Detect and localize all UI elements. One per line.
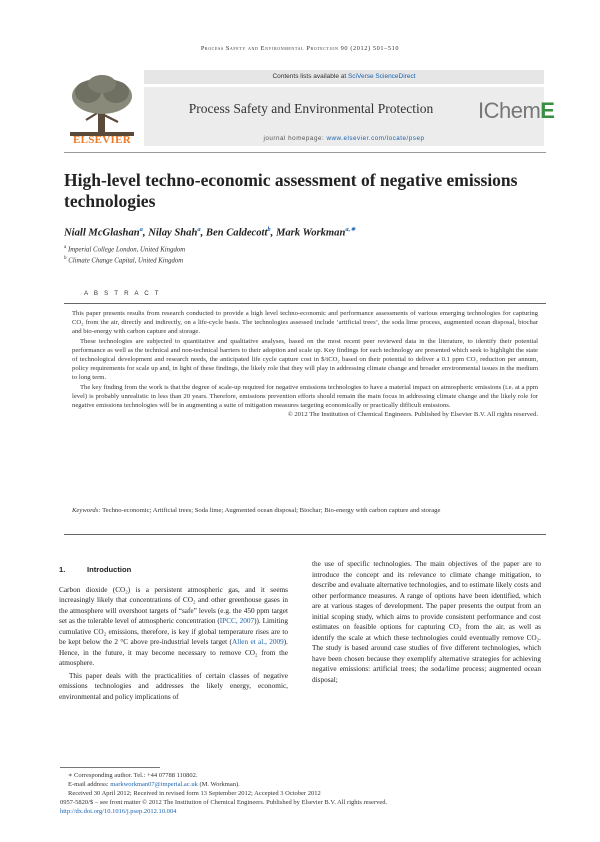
- author-affiliation-mark[interactable]: a: [139, 226, 143, 233]
- section-title: Introduction: [87, 565, 132, 574]
- body-text: )). Limiting cumulative CO₂ emissions, therefore, is key if global temperature rises are to be kept below the 2 °C above pre-industrial levels target (: [59, 617, 288, 646]
- body-column-left: [59, 565, 288, 704]
- elsevier-wordmark: ELSEVIER: [72, 134, 132, 146]
- author-separator: ,: [142, 227, 149, 239]
- contents-prefix: Contents lists available at: [272, 73, 348, 80]
- author-list: [64, 225, 356, 239]
- received-dates: Received 30 April 2012; Received in revised form 13 September 2012; Accepted 3 October 2012: [68, 790, 321, 797]
- section-number: 1.: [59, 565, 66, 574]
- abstract-paragraph: This paper presents results from research conducted to provide a high level techno-economic and performance assessments of various emerging technologies for capturing CO₂ from the air, directly and indirectly, on a life-cycle basis. The technologies assessed include ‘artificial trees’, the soda lime process, augmented ocean disposal, biochar and bio-energy with carbon capture and storage.: [72, 310, 538, 336]
- affiliation-a: [64, 245, 185, 253]
- author-separator: ,: [270, 227, 276, 239]
- email-label: E-mail address:: [68, 781, 111, 788]
- email-link[interactable]: markworkman07@imperial.ac.uk: [110, 781, 198, 788]
- citation-link[interactable]: IPCC, 2007: [219, 617, 255, 625]
- sciencedirect-link[interactable]: SciVerse ScienceDirect: [347, 73, 416, 80]
- header-divider: [64, 152, 546, 153]
- abstract-paragraph: The key finding from the work is that the degree of scale-up required for negative emissions technologies to have a material impact on atmospheric emissions (i.e. at a ppm level) is probably unrealistic in less than 20 years. Therefore, emissions prevention efforts should remain the main focus in addressing climate change and the likely role for negative emissions technologies will be in augmenting a suite of mitigation measures targeting economically or practically difficult emissions.: [72, 383, 538, 410]
- body-column-right: [312, 559, 541, 687]
- abstract-copyright: © 2012 The Institution of Chemical Engineers. Published by Elsevier B.V. All rights reserved.: [287, 411, 538, 419]
- corresponding-author-note: ∗ Corresponding author. Tel.: +44 07788 110802.: [68, 772, 198, 779]
- journal-name: Process Safety and Environmental Protection: [188, 101, 434, 116]
- body-text: ). Hence, in the future, it may become necessary to remove CO₂ from the atmosphere.: [59, 638, 288, 667]
- abstract-top-rule: [64, 303, 546, 304]
- tree-icon: [64, 74, 140, 138]
- journal-homepage: [144, 135, 544, 142]
- author-affiliation-mark[interactable]: b: [267, 226, 271, 233]
- article-title: High-level techno-economic assessment of negative emissions technologies: [64, 170, 518, 211]
- author-separator: ,: [200, 227, 206, 239]
- abstract-body: [72, 309, 538, 419]
- citation-link[interactable]: Allen et al., 2009: [231, 638, 284, 646]
- icheme-logo: [478, 98, 554, 124]
- author-name: Nilay Shah: [148, 227, 198, 239]
- doi-link[interactable]: http://dx.doi.org/10.1016/j.psep.2012.10.004: [60, 808, 177, 815]
- homepage-link[interactable]: www.elsevier.com/locate/psep: [326, 135, 425, 142]
- affiliation-text: Imperial College London, United Kingdom: [67, 246, 186, 254]
- abstract-bottom-rule: [64, 534, 546, 535]
- contents-availability: [144, 70, 544, 84]
- body-paragraph: the use of specific technologies. The main objectives of the paper are to introduce the concept and its relevance to climate change mitigation, to describe and evaluate alternative technologies, and to estimate likely costs and other performance measures. A range of options have been identified, which are at various stages of development. The paper presents the output from an initial scoping study, which aims to provide consistent performance and cost estimates on feasible options for capturing CO₂ from the air, as well as identify the scale at which these technologies could eventually remove CO₂. The study is based around case studies of five different technologies, which have been chosen because they exemplify alternative strategies for achieving negative emissions: artificial trees; the soda/lime process; augmented ocean disposal;: [312, 560, 541, 684]
- body-paragraph: [59, 585, 288, 669]
- author-name: Mark Workman: [275, 227, 346, 239]
- affiliation-mark: b: [64, 256, 67, 261]
- body-text: Carbon dioxide (CO₂) is a persistent atmospheric gas, and it seems increasingly likely that concentrations of CO₂ and other greenhouse gases in the atmosphere will overshoot targets of “safe” levels (e.g. the 450 ppm target set as the tolerable level of atmospheric concentration (: [59, 585, 288, 625]
- author-affiliation-mark[interactable]: a: [197, 226, 201, 233]
- affiliation-mark: a: [64, 245, 67, 250]
- affiliation-text: Climate Change Capital, United Kingdom: [68, 257, 184, 265]
- keywords: [72, 506, 538, 515]
- body-paragraph: This paper deals with the practicalities of certain classes of negative emissions technologies and addresses the likely energy, economic, environmental and policy implications of: [59, 671, 288, 701]
- email-note: [60, 780, 540, 789]
- footnote-rule: [60, 767, 160, 768]
- journal-header: [64, 70, 555, 154]
- issn-line: 0957-5820/$ – see front matter © 2012 The Institution of Chemical Engineers. Published by Elsevier B.V. All rights reserved.: [60, 799, 388, 806]
- running-head: Process Safety and Environmental Protection 90 (2012) 501–510: [200, 45, 400, 52]
- section-heading: [59, 565, 288, 576]
- author-affiliation-mark[interactable]: a,∗: [345, 226, 356, 233]
- email-suffix: (M. Workman).: [197, 781, 240, 788]
- author-name: Ben Caldecott: [205, 227, 268, 239]
- abstract-paragraph: These technologies are subjected to quantitative and qualitative analyses, based on the most recent peer reviewed data in the literature, to identify their potential performance as well as the technical and non-technical barriers to their adoption and scale up. Key findings for each technology are presented which seek to highlight the state of technological development and research needs, the anticipated life cycle capture cost in $/tCO₂ based on their potential to deliver a 0.1 ppm CO₂ reduction per annum, policy requirements for scale up and, in light of these findings, the likely role that they will play in addressing climate change and broader environmental issues in the medium to long term.: [72, 337, 538, 382]
- footnotes: [60, 771, 540, 816]
- affiliation-b: [64, 256, 183, 264]
- abstract-label: A B S T R A C T: [84, 290, 161, 297]
- homepage-prefix: journal homepage:: [263, 135, 327, 142]
- keywords-list: Techno-economic; Artificial trees; Soda lime; Augmented ocean disposal; Biochar; Bio-energy with carbon capture and storage: [102, 507, 441, 514]
- keywords-label: Keywords:: [72, 507, 101, 514]
- icheme-logo-accent: E: [540, 98, 555, 123]
- icheme-logo-main: IChem: [478, 98, 541, 123]
- author-name: Niall McGlashan: [64, 227, 140, 239]
